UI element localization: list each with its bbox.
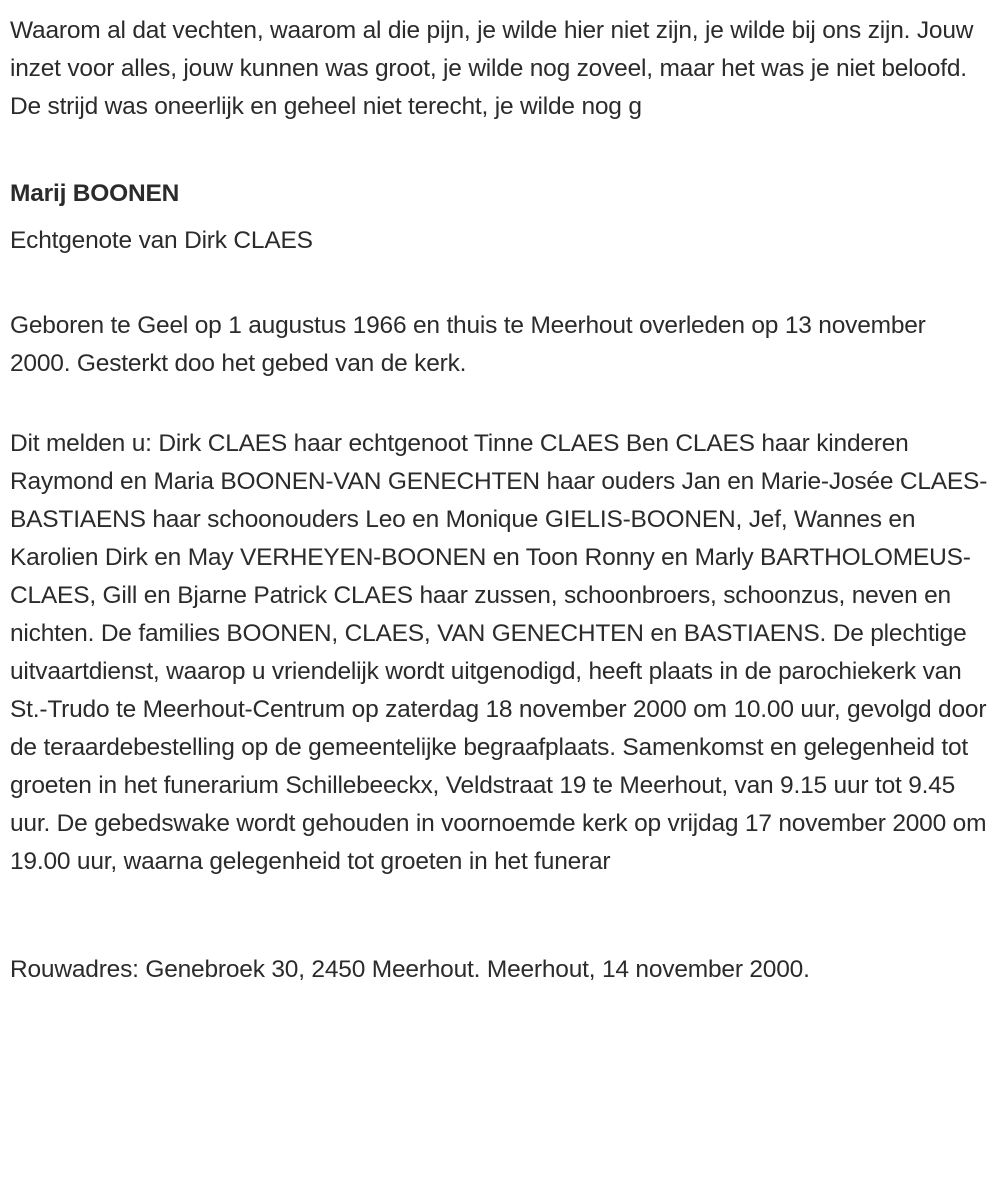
deceased-name: Marij BOONEN bbox=[10, 180, 180, 207]
mourning-address: Rouwadres: Genebroek 30, 2450 Meerhout. Meerhout, 14 november 2000. bbox=[10, 956, 810, 983]
birth-death-line: Geboren te Geel op 1 augustus 1966 en thuis te Meerhout overleden op 13 november 2000. Gesterkt doo het gebed van de kerk. bbox=[10, 312, 926, 377]
memorial-verse: Waarom al dat vechten, waarom al die pijn, je wilde hier niet zijn, je wilde bij ons zijn. Jouw inzet voor alles, jouw kunnen was groot, je wilde nog zoveel, maar het was je niet beloofd. De strijd was oneerlijk en geheel niet terecht, je wilde nog g bbox=[10, 17, 974, 120]
funeral-announcement: Dit melden u: Dirk CLAES haar echtgenoot Tinne CLAES Ben CLAES haar kinderen Raymond en Maria BOONEN-VAN GENECHTEN haar ouders Jan en Marie-Josée CLAES-BASTIAENS haar schoonouders Leo en Monique GIELIS-BOONEN, Jef, Wannes en Karolien Dirk en May VERHEYEN-BOONEN en Toon Ronny en Marly BARTHOLOMEUS-CLAES, Gill en Bjarne Patrick CLAES haar zussen, schoonbroers, schoonzus, neven en nichten. De families BOONEN, CLAES, VAN GENECHTEN en BASTIAENS. De plechtige uitvaartdienst, waarop u vriendelijk wordt uitgenodigd, heeft plaats in de parochiekerk van St.-Trudo te Meerhout-Centrum op zaterdag 18 november 2000 om 10.00 uur, gevolgd door de teraardebestelling op de gemeentelijke begraafplaats. Samenkomst en gelegenheid tot groeten in het funerarium Schillebeeckx, Veldstraat 19 te Meerhout, van 9.15 uur tot 9.45 uur. De gebedswake wordt gehouden in voornoemde kerk op vrijdag 17 november 2000 om 19.00 uur, waarna gelegenheid tot groeten in het funerar bbox=[10, 430, 988, 875]
spouse-line: Echtgenote van Dirk CLAES bbox=[10, 227, 313, 254]
